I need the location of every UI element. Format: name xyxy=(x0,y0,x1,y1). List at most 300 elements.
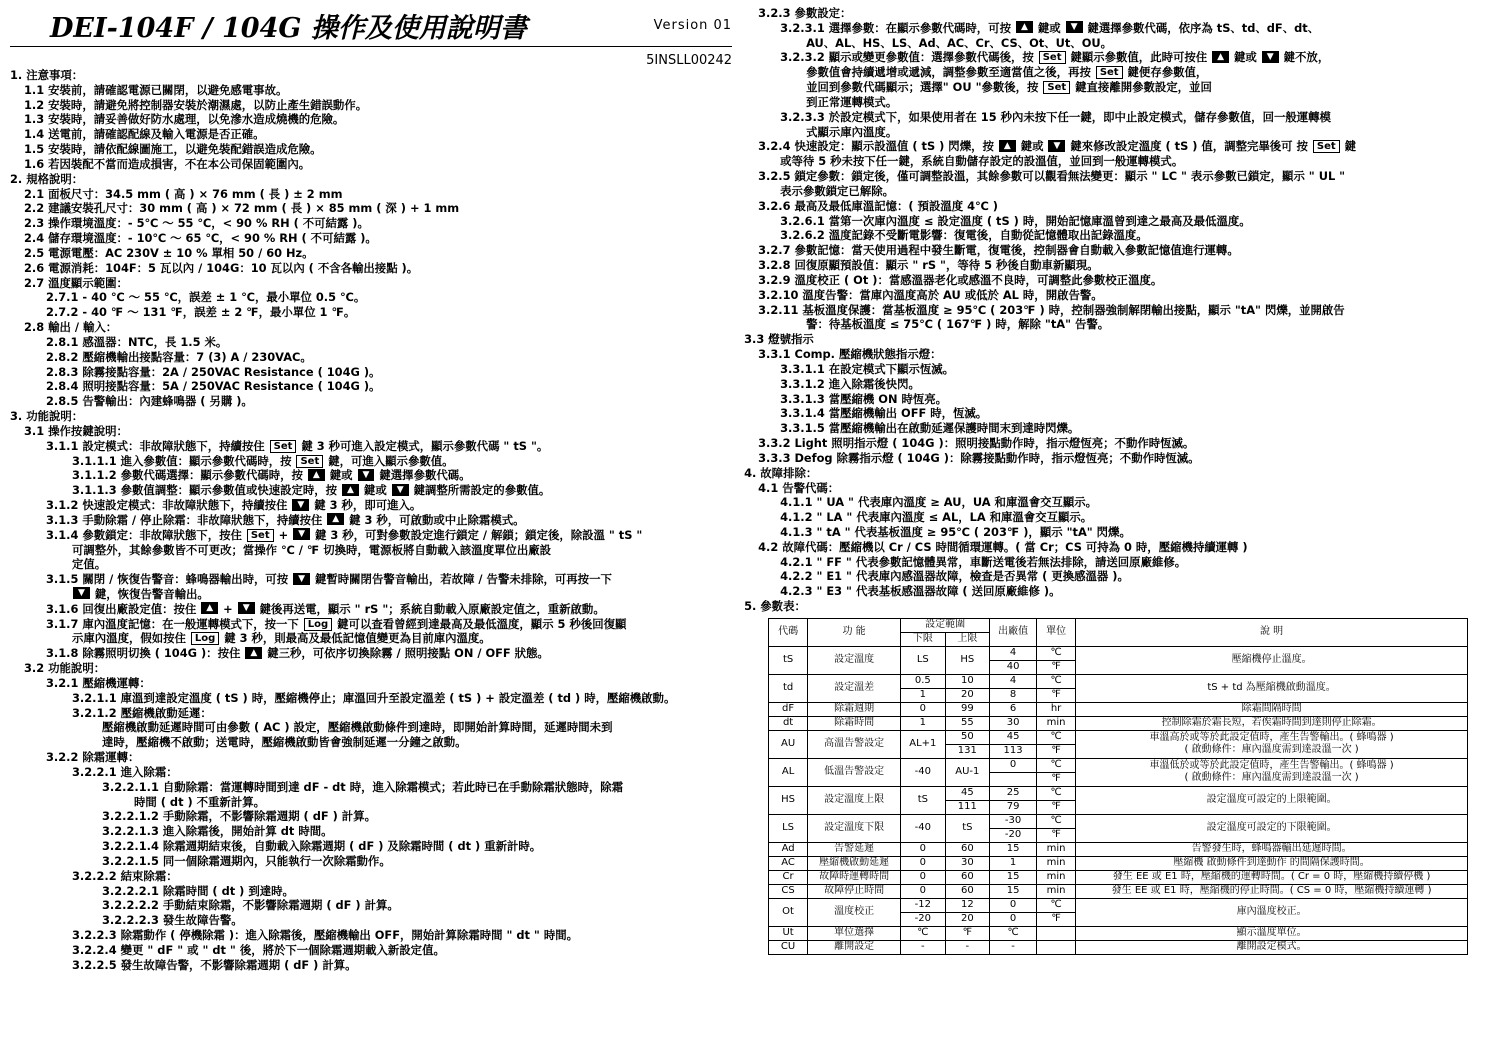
text-line: 2.8.2 壓縮機輸出接點容量：7 (3) A / 230VAC。 xyxy=(46,349,312,364)
text-line: 2.7 溫度顯示範圍： xyxy=(24,275,128,290)
text-line: 3.2.2.1.3 進入除霜後，開始計算 dt 時間。 xyxy=(102,824,333,839)
page-title: DEI-104F / 104G 操作及使用說明書 xyxy=(50,13,527,44)
text-line: 3.2.3 參數設定： xyxy=(758,6,852,20)
table-cell: 113 xyxy=(990,744,1037,758)
table-cell: tS xyxy=(769,646,808,674)
table-cell: -40 xyxy=(901,758,946,786)
text-line: 2.7.2 - 40 ℉ ～ 131 ℉，誤差 ± 2 ℉，最小單位 1 ℉。 xyxy=(46,305,356,320)
text-line: 2.1 面板尺寸：34.5 mm ( 高 ) × 76 mm ( 長 ) ± 2 mm xyxy=(24,186,343,201)
text-line: 3.1.1.1 進入參數值：顯示參數代碼時，按 Set 鍵，可進入顯示參數值。 xyxy=(72,453,454,468)
set-key-icon: Set xyxy=(247,529,274,542)
table-cell: -30 xyxy=(990,814,1037,828)
text-line: 3.2.4 快速設定：顯示設溫值 ( tS ) 閃爍，按 ▲ 鍵或 ▼ 鍵來修改設定溫度 ( tS ) 值，調整完畢後可 按 Set 鍵 xyxy=(758,139,1356,154)
table-row xyxy=(769,926,1468,940)
text-line: 3.2.2.2 結束除霜： xyxy=(72,868,178,883)
left-column xyxy=(10,6,740,973)
text-line: 3.2.1.1 庫溫到達設定溫度 ( tS ) 時，壓縮機停止；庫溫回升至設定溫差 ( tS ) + 設定溫差 ( td ) 時，壓縮機啟動。 xyxy=(72,690,676,705)
text-line: 3.1.3 手動除霜 / 停止除霜：非故障狀態下，持續按住 ▲ 鍵 3 秒，可啟動或中止除霜模式。 xyxy=(46,512,525,527)
text-line: 1. 注意事項： xyxy=(10,68,84,82)
table-cell: ℃ xyxy=(1037,730,1076,744)
text-line: 3.1.7 庫內溫度記憶：在一般運轉模式下，按一下 Log 鍵可以查看曾經到達最高及最低溫度，顯示 5 秒後回復顯 xyxy=(46,616,627,631)
text-line: 3.1.2 快速設定模式：非故障狀態下，持續按住 ▼ 鍵 3 秒，即可進入。 xyxy=(46,498,422,513)
text-line: 3.3.1.5 當壓縮機輸出在啟動延遲保護時間末到達時閃爍。 xyxy=(780,421,1080,436)
table-cell: 故障停止時間 xyxy=(808,884,901,898)
table-cell: 0 xyxy=(990,758,1037,772)
table-cell: 設定溫度下限 xyxy=(808,814,901,842)
table-cell: - xyxy=(990,940,1037,954)
table-cell: min xyxy=(1037,716,1076,730)
text-line: 3.3.1.2 進入除霜後快閃。 xyxy=(780,376,920,391)
text-line: 3.2.2.1.4 除霜週期結束後，自動載入除霜週期 ( dF ) 及除霜時間 ( dt ) 重新計時。 xyxy=(102,839,542,854)
text-line: 4. 故障排除： xyxy=(744,465,818,480)
text-line: 達時，壓縮機不啟動；送電時，壓縮機啟動皆會強制延遲一分鐘之啟動。 xyxy=(102,735,467,750)
table-cell xyxy=(1076,814,1468,842)
table-cell: 20 xyxy=(945,688,990,702)
table-cell: 60 xyxy=(945,842,990,856)
text-line: 4.1.3 " tA " 代表基板溫度 ≥ 95℃ ( 203℉ )，顯示 "tA" 閃爍。 xyxy=(780,524,1131,539)
table-cell: tS xyxy=(945,814,990,842)
table-cell: 發生 EE 或 E1 時，壓縮機的運轉時間。( Cr = 0 時，壓縮機持續停機 ) xyxy=(1076,870,1468,884)
table-cell: min xyxy=(1037,842,1076,856)
table-cell xyxy=(1076,786,1468,814)
text-line: 3.3.3 Defog 除霧指示燈 ( 104G )：除霧接點動作時，指示燈恆亮；不動作時恆滅。 xyxy=(758,450,1200,465)
table-cell: 25 xyxy=(990,786,1037,800)
text-line: 4.1.1 " UA " 代表庫內溫度 ≥ AU，UA 和庫溫會交互顯示。 xyxy=(780,495,1098,510)
table-cell: - xyxy=(901,940,946,954)
text-line: 3.2.2.1.1 自動除霜：當運轉時間到達 dF - dt 時，進入除霜模式；若此時已在手動除霜狀態時，除霜 xyxy=(102,779,624,794)
table-cell: Ot xyxy=(769,898,808,926)
text-line: 3.2.1.2 壓縮機啟動延遲： xyxy=(72,705,212,720)
table-cell: 6 xyxy=(990,702,1037,716)
text-line: 壓縮機啟動延遲時間可由參數 ( AC ) 設定，壓縮機啟動條件到達時，即開始計算時間，延遲時間未到 xyxy=(102,720,613,735)
table-cell: ℉ xyxy=(1037,800,1076,814)
set-key-icon: Set xyxy=(1313,140,1340,153)
text-line: 3.2.6.1 當第一次庫內溫度 ≤ 設定溫度 ( tS ) 時，開始記憶庫溫曾到達之最高及最低溫度。 xyxy=(780,213,1251,228)
text-line: 3.1.1 設定模式：非故障狀態下，持續按住 Set 鍵 3 秒可進入設定模式，顯示參數代碼 " tS "。 xyxy=(46,438,549,453)
table-cell: hr xyxy=(1037,702,1076,716)
text-line: 2.6 電源消耗：104F：5 瓦以內 / 104G：10 瓦以內 ( 不含各輸出接點 )。 xyxy=(24,260,419,275)
th-note: 說 明 xyxy=(1076,618,1468,646)
table-cell: HS xyxy=(769,786,808,814)
table-cell: AU-1 xyxy=(945,758,990,786)
table-cell: 控制除霜於霜長短，若俟霜時間到達則停止除霜。 xyxy=(1076,716,1468,730)
table-cell: CU xyxy=(769,940,808,954)
table-cell: 設定溫度 xyxy=(808,646,901,674)
text-line: 2.5 電源電壓：AC 230V ± 10 % 單相 50 / 60 Hz。 xyxy=(24,245,314,260)
right-body-text xyxy=(744,6,1490,614)
table-cell xyxy=(1076,646,1468,674)
text-line: 3.2.7 參數記憶：當天使用過程中發生斷電，復電後，控制器會自動載入參數記憶值進行運轉。 xyxy=(758,243,1239,258)
table-row xyxy=(769,940,1468,954)
table-cell: min xyxy=(1037,856,1076,870)
table-header-row xyxy=(769,618,1468,632)
document-code: 5INSLL00242 xyxy=(646,53,733,68)
table-cell: AU xyxy=(769,730,808,758)
table-row xyxy=(769,870,1468,884)
table-row xyxy=(769,646,1468,660)
table-row xyxy=(769,884,1468,898)
table-cell: AL+1 xyxy=(901,730,946,758)
up-key-icon: ▲ xyxy=(201,602,218,614)
text-line: 3.2.2.2.3 發生故障告警。 xyxy=(102,913,243,928)
text-line: 3.2.3.2 顯示或變更參數值：選擇參數代碼後，按 Set 鍵顯示參數值，此時可按住 ▲ 鍵或 ▼ 鍵不放， xyxy=(780,50,1330,65)
text-line: 2.8.3 除霧接點容量：2A / 250VAC Resistance ( 104G )。 xyxy=(46,364,381,379)
set-key-icon: Set xyxy=(1096,66,1123,79)
table-cell: -20 xyxy=(990,828,1037,842)
table-cell: ℃ xyxy=(1037,814,1076,828)
up-key-icon: ▲ xyxy=(245,647,262,659)
table-cell: 0 xyxy=(901,856,946,870)
text-line: 3.2.1 壓縮機運轉： xyxy=(46,675,151,690)
table-cell: 12 xyxy=(945,898,990,912)
table-cell: 告警延遲 xyxy=(808,842,901,856)
table-note-line: 庫內溫度校正。 xyxy=(1236,906,1307,918)
table-cell: 0 xyxy=(901,702,946,716)
set-key-icon: Set xyxy=(1039,51,1066,64)
table-row xyxy=(769,758,1468,772)
table-cell xyxy=(1076,898,1468,926)
text-line: 3.2.2.2.2 手動結束除霜，不影響除霜週期 ( dF ) 計算。 xyxy=(102,898,399,913)
th-unit: 單位 xyxy=(1037,618,1076,646)
text-line: 1.1 安裝前，請確認電源已關閉，以避免感電事故。 xyxy=(24,82,288,97)
table-cell: 1 xyxy=(901,688,946,702)
table-cell: 除霜間隔時間 xyxy=(1076,702,1468,716)
table-cell xyxy=(1076,730,1468,758)
table-cell: ℃ xyxy=(1037,646,1076,660)
table-cell: Ut xyxy=(769,926,808,940)
table-row xyxy=(769,786,1468,800)
text-line: 2.8.1 感溫器：NTC，長 1.5 米。 xyxy=(46,334,228,349)
table-cell: 除霜週期 xyxy=(808,702,901,716)
text-line: 3.3.1.4 當壓縮機輸出 OFF 時，恆滅。 xyxy=(780,406,988,421)
table-cell: 0 xyxy=(990,898,1037,912)
table-cell: ℃ xyxy=(901,926,946,940)
text-line: 3.2 功能說明： xyxy=(24,661,106,676)
table-cell: 55 xyxy=(945,716,990,730)
table-row xyxy=(769,814,1468,828)
text-line: 或等待 5 秒未按下任一鍵，系統自動儲存設定的設溫值，並回到一般運轉模式。 xyxy=(780,154,1184,169)
up-key-icon: ▲ xyxy=(1212,51,1229,63)
table-cell: 顯示溫度單位。 xyxy=(1076,926,1468,940)
table-cell: 4 xyxy=(990,646,1037,660)
th-function: 功 能 xyxy=(808,618,901,646)
text-line: 3.2.11 基板溫度保護：當基板溫度 ≥ 95℃ ( 203℉ ) 時，控制器強制解閉輸出接點，顯示 "tA" 閃爍，並開啟告 xyxy=(758,302,1345,317)
table-row xyxy=(769,716,1468,730)
th-range-high: 上限 xyxy=(945,632,990,646)
up-key-icon: ▲ xyxy=(308,469,325,481)
table-cell: HS xyxy=(945,646,990,674)
log-key-icon: Log xyxy=(191,632,219,645)
table-cell: ℉ xyxy=(1037,744,1076,758)
table-note-line: tS + td 為壓縮機啟動溫度。 xyxy=(1207,682,1336,694)
set-key-icon: Set xyxy=(296,455,323,468)
th-range-low: 下限 xyxy=(901,632,946,646)
table-cell: ℃ xyxy=(1037,898,1076,912)
text-line: 2.3 操作環境溫度：- 5℃ ～ 55 ℃，< 90 % RH ( 不可結露 )。 xyxy=(24,216,369,231)
table-cell xyxy=(990,772,1037,786)
text-line: 3.2.2.3 除霜動作 ( 停機除霜 )：進入除霜後，壓縮機輸出 OFF，開始計算除霜時間 " dt " 時間。 xyxy=(72,928,579,943)
table-cell: min xyxy=(1037,870,1076,884)
text-line: 2.7.1 - 40 ℃ ～ 55 ℃，誤差 ± 1 ℃，最小單位 0.5 ℃。 xyxy=(46,290,366,305)
text-line: 3.3.1.1 在設定模式下顯示恆滅。 xyxy=(780,361,955,376)
text-line: 1.6 若因裝配不當而造成損害，不在本公司保固範圍內。 xyxy=(24,156,311,171)
text-line: 1.5 安裝時，請依配線圖施工，以避免裝配錯誤造成危險。 xyxy=(24,142,322,157)
table-cell: 設定溫差 xyxy=(808,674,901,702)
down-key-icon: ▼ xyxy=(358,469,375,481)
text-line: 3.2.2.1 進入除霜： xyxy=(72,764,178,779)
text-line: 4.2.3 " E3 " 代表基板感溫器故障 ( 送回原廠維修 )。 xyxy=(780,584,1061,599)
table-note-line: 設定溫度可設定的下限範圍。 xyxy=(1206,822,1337,834)
text-line: 3.2.5 鎖定參數：鎖定後，僅可調整設溫，其餘參數可以觀看無法變更：顯示 " LC " 表示參數已鎖定，顯示 " UL " xyxy=(758,169,1346,184)
table-note-line: ( 啟動條件：庫內溫度需到達設溫一次 ) xyxy=(1184,772,1359,784)
table-cell: 30 xyxy=(945,856,990,870)
table-cell: 壓縮機 啟動條件到達動作 的間隔保護時間。 xyxy=(1076,856,1468,870)
text-line: 4.1 告警代碼： xyxy=(758,480,840,495)
text-line: 4.2 故障代碼：壓縮機以 Cr / CS 時間循環運轉。( 當 Cr；CS 可持為 0 時，壓縮機持續運轉 ) xyxy=(758,539,1248,554)
th-code: 代碼 xyxy=(769,618,808,646)
table-cell: ℉ xyxy=(1037,688,1076,702)
table-cell: 壓縮機啟動延遲 xyxy=(808,856,901,870)
table-cell: 8 xyxy=(990,688,1037,702)
down-key-icon: ▼ xyxy=(292,499,309,511)
table-row xyxy=(769,702,1468,716)
text-line: 3. 功能說明： xyxy=(10,409,84,424)
table-row xyxy=(769,730,1468,744)
down-key-icon: ▼ xyxy=(293,528,310,540)
text-line: 並回到參數代碼顯示；選擇" OU "參數後，按 Set 鍵直接離開參數設定，並回 xyxy=(806,80,1212,95)
table-cell: LS xyxy=(769,814,808,842)
table-cell xyxy=(1076,674,1468,702)
down-key-icon: ▼ xyxy=(392,484,409,496)
text-line: 4.1.2 " LA " 代表庫內溫度 ≤ AL，LA 和庫溫會交互顯示。 xyxy=(780,510,1093,525)
table-cell: AL xyxy=(769,758,808,786)
table-note-line: 壓縮機停止溫度。 xyxy=(1231,654,1312,666)
table-cell: ℉ xyxy=(945,926,990,940)
text-line: 可調整外，其餘參數皆不可更改；當操作 ℃ / ℉ 切換時，電源板將自動載入該溫度單位出廠設 xyxy=(72,542,552,557)
table-cell: min xyxy=(1037,884,1076,898)
table-cell: dF xyxy=(769,702,808,716)
text-line: 3.2.2.4 變更 " dF " 或 " dt " 後，將於下一個除霜週期載入新設定值。 xyxy=(72,942,445,957)
table-cell: 故障時運轉時間 xyxy=(808,870,901,884)
text-line: 時間 ( dt ) 不重新計算。 xyxy=(134,794,265,809)
table-cell: 1 xyxy=(990,856,1037,870)
up-key-icon: ▲ xyxy=(999,140,1016,152)
text-line: 3.2.10 溫度告警：當庫內溫度高於 AU 或低於 AL 時，開啟告警。 xyxy=(758,287,1103,302)
text-line: 警：待基板溫度 ≤ 75℃ ( 167℉ ) 時，解除 "tA" 告警。 xyxy=(806,317,1110,332)
table-cell: td xyxy=(769,674,808,702)
text-line: 3.2.2 除霜運轉： xyxy=(46,750,140,765)
table-cell: 40 xyxy=(990,660,1037,674)
table-cell: 高溫告警設定 xyxy=(808,730,901,758)
text-line: 3.1.8 除霧照明切換 ( 104G )：按住 ▲ 鍵三秒，可依序切換除霧 / 照明接點 ON / OFF 狀態。 xyxy=(46,646,549,661)
table-cell: ℉ xyxy=(1037,912,1076,926)
table-cell xyxy=(1037,940,1076,954)
text-line: 2.8.4 照明接點容量：5A / 250VAC Resistance ( 104G )。 xyxy=(46,379,381,394)
table-cell: 15 xyxy=(990,884,1037,898)
table-cell: 0 xyxy=(901,870,946,884)
table-cell: ℃ xyxy=(1037,758,1076,772)
text-line: 4.2.1 " FF " 代表參數記憶體異常，車斷送電後若無法排除，請送回原廠維修。 xyxy=(780,554,1187,569)
table-cell: 告警發生時，蜂鳴器輸出延遲時間。 xyxy=(1076,842,1468,856)
text-line: 3.2.6.2 溫度記錄不受斷電影響：復電後，自動從記憶體取出記錄溫度。 xyxy=(780,228,1148,243)
down-key-icon: ▼ xyxy=(1262,51,1279,63)
text-line: 3.3.2 Light 照明指示燈 ( 104G )：照明接點動作時，指示燈恆亮；不動作時恆滅。 xyxy=(758,436,1195,451)
table-cell: 離開設定 xyxy=(808,940,901,954)
up-key-icon: ▲ xyxy=(342,484,359,496)
text-line: 5. 參數表： xyxy=(744,599,806,614)
document-header xyxy=(10,6,732,45)
parameter-table xyxy=(768,618,1468,955)
text-line: 4.2.2 " E1 " 代表庫內感溫器故障，檢查是否異常 ( 更換感溫器 )。 xyxy=(780,569,1129,584)
table-head xyxy=(769,618,1468,646)
table-row xyxy=(769,856,1468,870)
log-key-icon: Log xyxy=(304,618,332,631)
table-cell: ℉ xyxy=(1037,660,1076,674)
page-columns xyxy=(10,6,1490,973)
table-cell: CS xyxy=(769,884,808,898)
table-row xyxy=(769,674,1468,688)
table-cell: 45 xyxy=(945,786,990,800)
up-key-icon: ▲ xyxy=(327,513,344,525)
header-divider xyxy=(10,46,732,47)
text-line: 3.3.1.3 當壓縮機 ON 時恆亮。 xyxy=(780,391,948,406)
text-line: 3.1.1.2 參數代碼選擇：顯示參數代碼時，按 ▲ 鍵或 ▼ 鍵選擇參數代碼。 xyxy=(72,468,471,483)
table-cell: 設定溫度上限 xyxy=(808,786,901,814)
table-note-line: 設定溫度可設定的上限範圍。 xyxy=(1206,794,1337,806)
table-cell xyxy=(1037,926,1076,940)
table-note-line: 車溫低於或等於此設定值時，產生告警輸出。( 蜂鳴器 ) xyxy=(1149,760,1394,772)
table-cell: ℃ xyxy=(1037,674,1076,688)
table-cell: 79 xyxy=(990,800,1037,814)
table-cell: 99 xyxy=(945,702,990,716)
set-key-icon: Set xyxy=(270,440,297,453)
table-cell: ℉ xyxy=(1037,828,1076,842)
text-line: 2.2 建議安裝孔尺寸：30 mm ( 高 ) × 72 mm ( 長 ) × 85 mm ( 深 ) + 1 mm xyxy=(24,201,460,216)
text-line: 定值。 xyxy=(72,557,107,572)
table-cell: 10 xyxy=(945,674,990,688)
table-cell: 單位選擇 xyxy=(808,926,901,940)
text-line: 3.1.5 關閉 / 恢復告警音：蜂鳴器輸出時，可按 ▼ 鍵暫時關閉告警音輸出，若故障 / 告警未排除，可再按一下 xyxy=(46,572,612,587)
text-line: 1.4 送電前，請確認配線及輸入電源是否正確。 xyxy=(24,127,265,142)
table-cell: -12 xyxy=(901,898,946,912)
table-cell: ℉ xyxy=(1037,772,1076,786)
th-factory: 出廠值 xyxy=(990,618,1037,646)
table-cell: 0.5 xyxy=(901,674,946,688)
table-cell: LS xyxy=(901,646,946,674)
table-cell: 131 xyxy=(945,744,990,758)
down-key-icon: ▼ xyxy=(73,587,90,599)
table-cell: 60 xyxy=(945,884,990,898)
text-line: 3.3.1 Comp. 壓縮機狀態指示燈： xyxy=(758,347,942,362)
table-cell: 發生 EE 或 E1 時，壓縮機的停止時間。( CS = 0 時，壓縮機持續運轉 ) xyxy=(1076,884,1468,898)
table-cell: 15 xyxy=(990,870,1037,884)
text-line: 1.3 安裝時，請妥善做好防水處理，以免滲水造成燒機的危險。 xyxy=(24,112,345,127)
text-line: 表示參數鎖定已解除。 xyxy=(780,183,894,198)
table-cell: 60 xyxy=(945,870,990,884)
text-line: 到正常運轉模式。 xyxy=(806,94,898,109)
text-line: 示庫內溫度，假如按住 Log 鍵 3 秒，則最高及最低記憶值變更為目前庫內溫度。 xyxy=(72,631,491,646)
table-cell: 30 xyxy=(990,716,1037,730)
table-cell: -40 xyxy=(901,814,946,842)
table-cell: tS xyxy=(901,786,946,814)
text-line: 2.8 輸出 / 輸入： xyxy=(24,320,118,335)
text-line: ▼ 鍵，恢復告警音輸出。 xyxy=(10,587,732,602)
table-cell: 除霜時間 xyxy=(808,716,901,730)
table-cell: 45 xyxy=(990,730,1037,744)
text-line: 3.2.3.1 選擇參數：在顯示參數代碼時，可按 ▲ 鍵或 ▼ 鍵選擇參數代碼，依序為 tS、td、dF、dt、 xyxy=(780,20,1320,35)
text-line: 3.2.2.5 發生故障告警，不影響除霜週期 ( dF ) 計算。 xyxy=(72,957,357,972)
text-line: 1.2 安裝時，請避免將控制器安裝於潮濕處，以防止產生錯誤動作。 xyxy=(24,97,368,112)
table-row xyxy=(769,842,1468,856)
table-cell: 0 xyxy=(901,884,946,898)
table-cell: ℃ xyxy=(990,926,1037,940)
table-cell: AC xyxy=(769,856,808,870)
text-line: 3.2.2.2.1 除霜時間 ( dt ) 到達時。 xyxy=(102,883,294,898)
text-line: 2.4 儲存環境溫度：- 10℃ ～ 65 ℃，< 90 % RH ( 不可結露 )。 xyxy=(24,231,377,246)
text-line: 2. 規格說明： xyxy=(10,171,84,186)
table-cell: - xyxy=(945,940,990,954)
text-line: 3.1.1.3 參數值調整：顯示參數值或快速設定時，按 ▲ 鍵或 ▼ 鍵調整所需設定的參數值。 xyxy=(72,483,551,498)
table-cell: Ad xyxy=(769,842,808,856)
table-note-line: 車溫高於或等於此設定值時，產生告警輸出。( 蜂鳴器 ) xyxy=(1149,732,1394,744)
th-range: 設定範圍 xyxy=(901,618,990,632)
text-line: 3.2.9 溫度校正 ( Ot )：當感溫器老化或感溫不良時，可調整此參數校正溫度。 xyxy=(758,272,1163,287)
table-cell: 離開設定模式。 xyxy=(1076,940,1468,954)
table-cell: 溫度校正 xyxy=(808,898,901,926)
table-cell xyxy=(1076,758,1468,786)
text-line: 3.1.4 參數鎖定：非故障狀態下，按住 Set + ▼ 鍵 3 秒，可對參數設定進行鎖定 / 解鎖；鎖定後，除設溫 " tS " xyxy=(46,527,643,542)
table-cell: 4 xyxy=(990,674,1037,688)
text-line: 3.1 操作按鍵說明： xyxy=(24,423,128,438)
text-line: 2.8.5 告警輸出：內建蜂鳴器 ( 另購 )。 xyxy=(46,394,253,409)
table-cell: 15 xyxy=(990,842,1037,856)
table-note-line: ( 啟動條件：庫內溫度需到達設溫一次 ) xyxy=(1184,744,1359,756)
table-body xyxy=(769,646,1468,954)
table-cell: -20 xyxy=(901,912,946,926)
down-key-icon: ▼ xyxy=(1048,140,1065,152)
table-cell: dt xyxy=(769,716,808,730)
table-cell: 0 xyxy=(990,912,1037,926)
text-line: 3.2.2.1.5 同一個除霜週期內，只能執行一次除霜動作。 xyxy=(102,853,391,868)
table-cell: 1 xyxy=(901,716,946,730)
text-line: 式顯示庫內溫度。 xyxy=(806,124,898,139)
up-key-icon: ▲ xyxy=(1016,21,1033,33)
table-cell: Cr xyxy=(769,870,808,884)
text-line: 3.1.6 回復出廠設定值：按住 ▲ + ▼ 鍵後再送電，顯示 " rS "；系統自動載入原廠設定值之，重新啟動。 xyxy=(46,601,605,616)
left-body-text xyxy=(10,68,732,973)
text-line: 3.2.3.3 於設定模式下，如果使用者在 15 秒內未按下任一鍵，即中止設定模式，儲存參數值，回一般運轉模 xyxy=(780,109,1331,124)
table-cell: 低溫告警設定 xyxy=(808,758,901,786)
text-line: 3.3 燈號指示 xyxy=(744,332,814,347)
table-row xyxy=(769,898,1468,912)
text-line: 3.2.6 最高及最低庫溫記憶：( 預設溫度 4℃ ) xyxy=(758,198,998,213)
down-key-icon: ▼ xyxy=(293,573,310,585)
table-cell: 111 xyxy=(945,800,990,814)
table-cell: ℃ xyxy=(1037,786,1076,800)
down-key-icon: ▼ xyxy=(1066,21,1083,33)
header-meta xyxy=(654,6,732,33)
text-line: 參數值會持續遞增或遞減，調整參數至適當值之後，再按 Set 鍵便存參數值， xyxy=(806,65,1208,80)
text-line: 3.2.8 回復原顯預設值：顯示 " rS "，等待 5 秒後自動車新顯現。 xyxy=(758,258,1099,273)
set-key-icon: Set xyxy=(1043,81,1070,94)
table-cell: 0 xyxy=(901,842,946,856)
table-cell: 20 xyxy=(945,912,990,926)
table-cell: 50 xyxy=(945,730,990,744)
text-line: 3.2.2.1.2 手動除霜，不影響除霜週期 ( dF ) 計算。 xyxy=(102,809,376,824)
down-key-icon: ▼ xyxy=(238,602,255,614)
version-label: Version 01 xyxy=(653,18,733,33)
text-line: AU、AL、HS、LS、Ad、AC、Cr、CS、Ot、Ut、OU。 xyxy=(806,35,1113,50)
